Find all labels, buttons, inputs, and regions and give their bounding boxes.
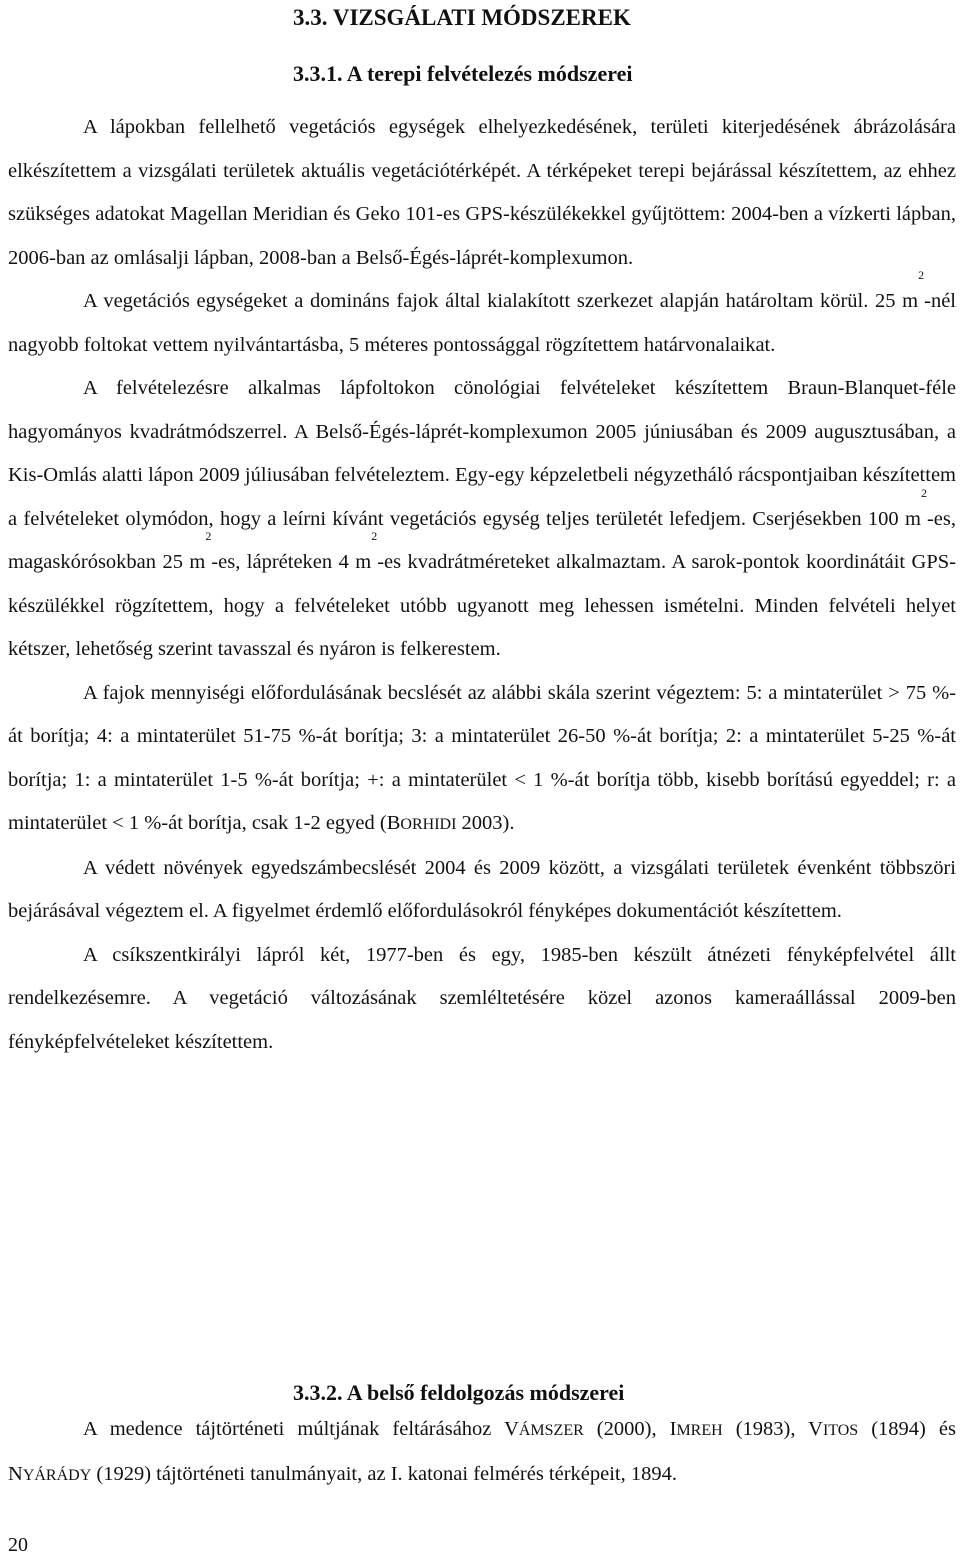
paragraph-coenological-releves: A felvételezésre alkalmas lápfoltokon cönológiai felvételeket készítettem Braun-Blanquet-féle hagyományos kvadrátmódszerrel. A Belső-Égés-láprét-komplexumon 2005 júniusában és 2009 augusztusában, a Kis-Omlás alatti lápon 2009 júliusában felvételeztem. Egy-egy képzeletbeli négyzetháló rácspontjaiban készítettem a felvételeket olymódon, hogy a leírni kívánt vegetációs egység teljes területét lefedjem. Cserjésekben 100 $m^2-es$, magaskórósokban 25 $m^2-es$, lápréteken 4 $m^2-es$ kvadrátméreteket alkalmaztam. A sarok-pontok koordinátáit GPS-készülékkel rögzítettem, hogy a felvételeket utóbb ugyanott meg lehessen ismételni. Minden felvételi helyet kétszer, lehetőség szerint tavasszal és nyáron is felkerestem.: [8, 377, 956, 660]
paragraph-photographs: A csíkszentkirályi lápról két, 1977-ben és egy, 1985-ben készült átnézeti fényképfelvétel állt rendelkezésemre. A vegetáció változásának szemléltetésére közel azonos kameraállással 2009-ben fényképfelvételeket készítettem.: [8, 943, 956, 1053]
paragraph-vegetation-map: A lápokban fellelhető vegetációs egységek elhelyezkedésének, területi kiterjedésének ábrázolására elkészítettem a vizsgálati területek aktuális vegetációtérképét. A térképeket terepi bejárással készítettem, az ehhez szükséges adatokat Magellan Meridian és Geko 101-es GPS-készülékekkel gyűjtöttem: 2004-ben a vízkerti lápban, 2006-ban az omlásalji lápban, 2008-ban a Belső-Égés-láprét-komplexumon.: [8, 116, 956, 269]
paragraph-protected-plants: A védett növények egyedszámbecslését 2004 és 2009 között, a vizsgálati területek évenként többszöri bejárásával végeztem el. A figyelmet érdemlő előfordulásokról fényképes dokumentációt készítettem.: [8, 856, 956, 922]
page-number: 20: [8, 1534, 28, 1556]
body-text-desk-methods: [8, 1408, 956, 1497]
subsection-heading-desk-methods: 3.3.2. A belső feldolgozás módszerei: [293, 1380, 625, 1405]
paragraph-abundance-scale: A fajok mennyiségi előfordulásának becslését az alábbi skála szerint végeztem: 5: a mintaterület > 75 %-át borítja; 4: a mintaterület 51-75 %-át borítja; 3: a mintaterület 26-50 %-át borítja; 2: a mintaterület 5-25 %-át borítja; 1: a mintaterület 1-5 %-át borítja; +: a mintaterület < 1 %-át borítja több, kisebb borítású egyeddel; r: a mintaterület < 1 %-át borítja, csak 1-2 egyed (BORHIDI 2003).: [8, 681, 956, 834]
paragraph-landscape-history: A medence tájtörténeti múltjának feltárásához VÁMSZER (2000), IMREH (1983), VITOS (1894) és NYÁRÁDY (1929) tájtörténeti tanulmányait, az I. katonai felmérés térképeit, 1894.: [8, 1418, 956, 1485]
body-text-field-methods: [8, 106, 956, 1064]
paragraph-boundaries: A vegetációs egységeket a domináns fajok által kialakított szerkezet alapján határoltam körül. 25 $m^2$-nél nagyobb foltokat vettem nyilvántartásba, 5 méteres pontossággal rögzítettem határvonalaikat.: [8, 268, 956, 356]
section-heading: 3.3. VIZSGÁLATI MÓDSZEREK: [293, 5, 631, 30]
subsection-heading-field-methods: 3.3.1. A terepi felvételezés módszerei: [293, 61, 633, 86]
